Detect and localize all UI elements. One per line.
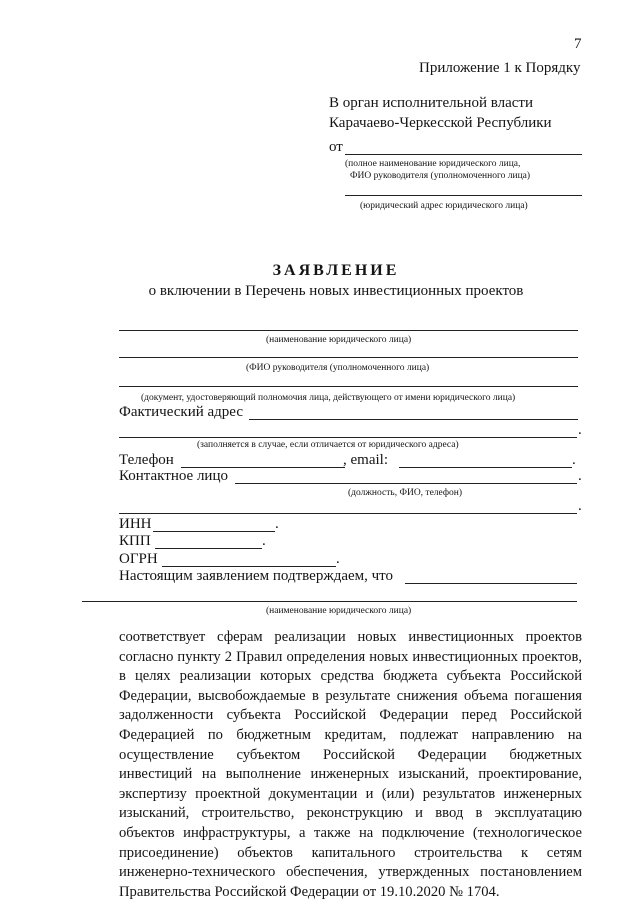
contact-dot: . (578, 468, 582, 484)
from-hint: (полное наименование юридического лица, (345, 159, 521, 169)
legal-address-hint: (юридический адрес юридического лица) (360, 201, 528, 211)
kpp-dot: . (262, 533, 266, 549)
org-name-line[interactable] (119, 330, 578, 331)
authority-document-line[interactable] (119, 386, 578, 387)
inn-dot: . (275, 516, 279, 532)
org-name-hint: (наименование юридического лица) (266, 335, 412, 345)
contact-field-line[interactable] (235, 483, 577, 484)
email-field-line[interactable] (399, 467, 572, 468)
document-subtitle: о включении в Перечень новых инвестиционных проектов (148, 283, 524, 299)
document-title: ЗАЯВЛЕНИЕ (272, 262, 400, 279)
from-label: от (329, 139, 343, 155)
confirm-hint: (наименование юридического лица) (266, 606, 412, 616)
actual-address-hint: (заполняется в случае, если отличается от юридического адреса) (197, 440, 459, 450)
kpp-field-line[interactable] (155, 548, 262, 549)
authority-document-hint: (документ, удостоверяющий полномочия лица, действующего от имени юридического лица) (141, 393, 516, 403)
phone-label: Телефон (119, 452, 174, 468)
email-label: , email: (343, 452, 388, 468)
actual-address-label: Фактический адрес (119, 404, 243, 420)
contact-hint: (должность, ФИО, телефон) (348, 488, 463, 498)
confirm-field-line-2[interactable] (82, 601, 577, 602)
confirm-label: Настоящим заявлением подтверждаем, что (119, 568, 394, 584)
contact-label: Контактное лицо (119, 468, 228, 484)
actual-address-line-2[interactable] (119, 437, 577, 438)
appendix-label: Приложение 1 к Порядку (419, 60, 581, 76)
page-number: 7 (574, 36, 582, 52)
from-hint-2: ФИО руководителя (уполномоченного лица) (350, 171, 531, 181)
kpp-label: КПП (119, 533, 151, 549)
actual-address-dot: . (578, 422, 582, 438)
contact-dot-2: . (578, 498, 582, 514)
confirm-field-line[interactable] (405, 583, 577, 584)
ogrn-field-line[interactable] (162, 566, 336, 567)
head-name-line[interactable] (119, 357, 578, 358)
recipient-line-2: Карачаево-Черкесской Республики (329, 115, 552, 131)
statement-paragraph: соответствует сферам реализации новых инвестиционных проектов согласно пункту 2 Правил определения новых инвестиционных проектов, в целях реализации которых средства бюджета субъекта Российской Федерации, высвобождаемые в результате снижения объема погашения задолженности субъекта Российской Федерации перед Российской Федерацией по бюджетным кредитам, подлежат направлению на осуществление субъектом Российской Федерации бюджетных инвестиций на выполнение инженерных изысканий, проектирование, экспертизу проектной документации и (или) результатов инженерных изысканий, строительство, реконструкцию и ввод в эксплуатацию объектов инфраструктуры, а также на подключение (технологическое присоединение) объектов капитального строительства к сетям инженерно-технического обеспечения, утвержденных постановлением Правительства Российской Федерации от 19.10.2020 № 1704. (119, 629, 582, 900)
email-dot: . (572, 452, 576, 468)
inn-label: ИНН (119, 516, 152, 532)
statement-body (119, 628, 582, 902)
head-name-hint: (ФИО руководителя (уполномоченного лица) (246, 363, 430, 373)
actual-address-line[interactable] (249, 419, 578, 420)
ogrn-label: ОГРН (119, 551, 158, 567)
legal-address-line[interactable] (345, 195, 582, 196)
inn-field-line[interactable] (153, 531, 275, 532)
contact-field-line-2[interactable] (119, 513, 577, 514)
recipient-line-1: В орган исполнительной власти (329, 95, 534, 111)
from-field-line[interactable] (345, 154, 582, 155)
ogrn-dot: . (336, 551, 340, 567)
